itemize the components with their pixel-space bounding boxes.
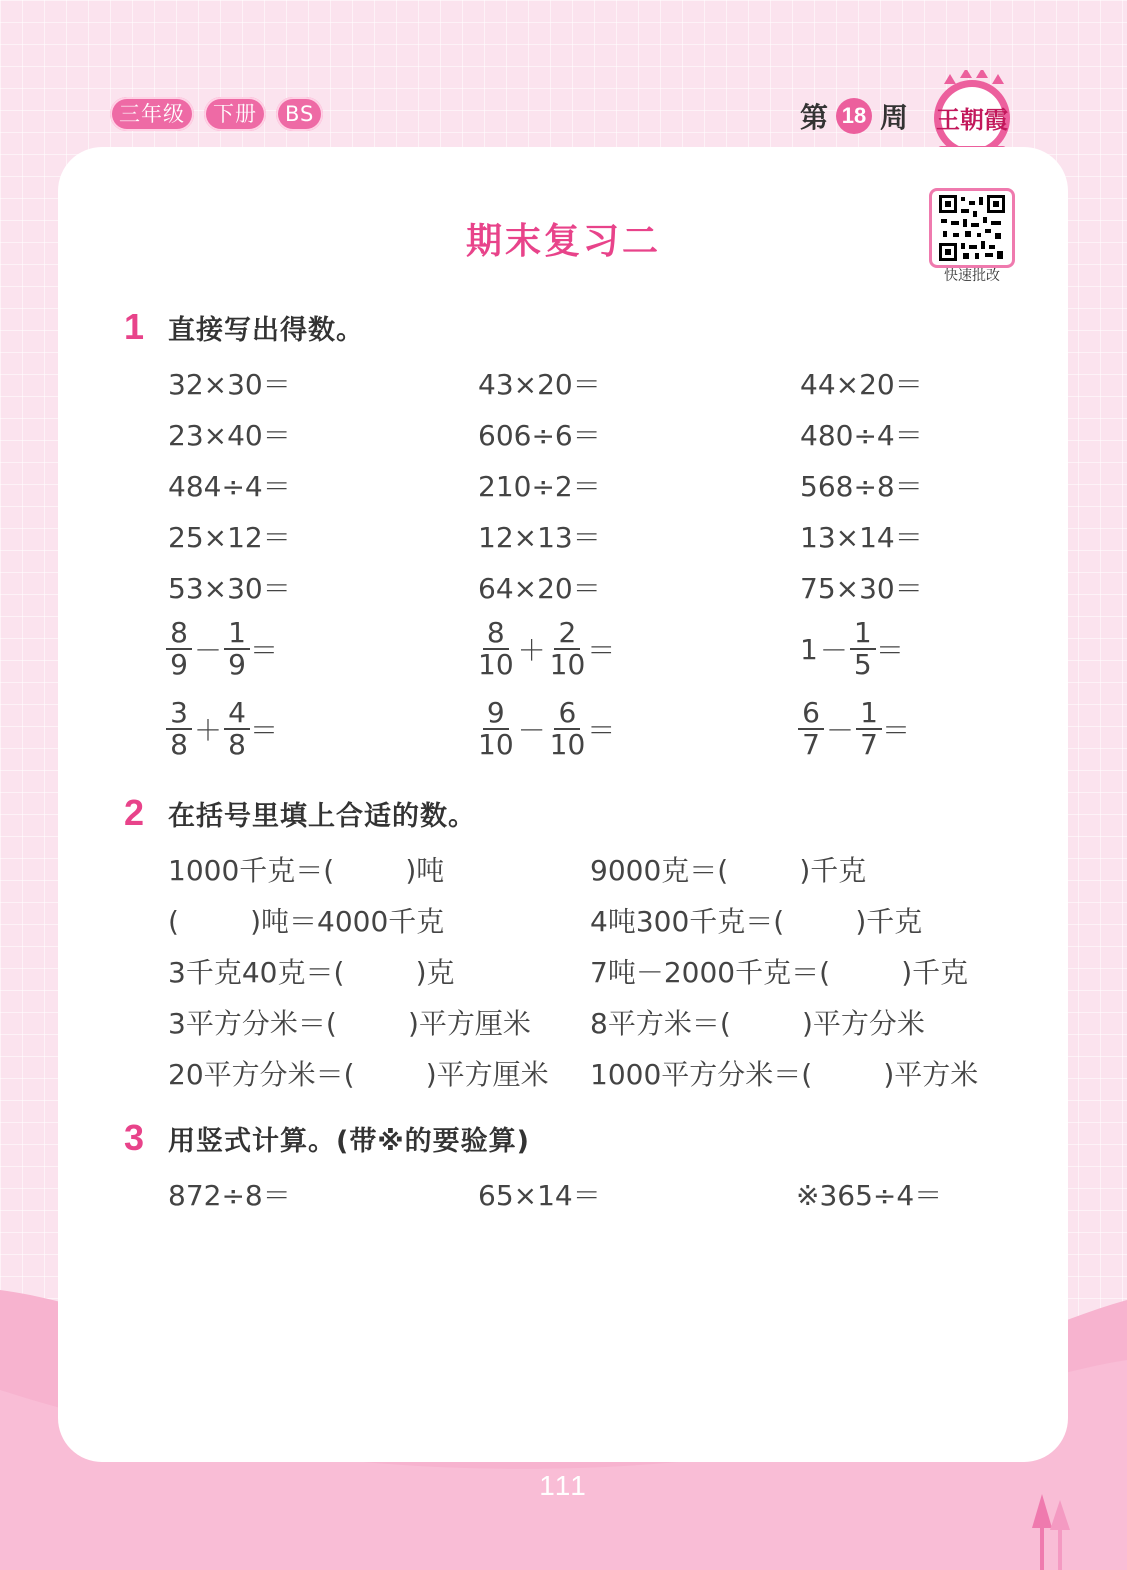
fill-blank-item: 8平方米＝( )平方分米 xyxy=(590,1007,925,1040)
page-header xyxy=(0,0,1127,150)
vertical-calc-item: ※365÷4＝ xyxy=(796,1179,943,1212)
exercise-item: 12×13＝ xyxy=(478,521,601,554)
equals-sign: ＝ xyxy=(250,714,279,747)
fraction-expression xyxy=(166,698,278,760)
equals-sign: ＝ xyxy=(875,634,904,667)
fraction xyxy=(856,698,882,760)
fraction xyxy=(850,618,876,680)
exercise-item: 13×14＝ xyxy=(800,521,923,554)
page-number: 111 xyxy=(539,1470,588,1501)
section-2-title: 在括号里填上合适的数。 xyxy=(168,801,476,832)
fraction-expression xyxy=(798,698,910,760)
qr-code[interactable] xyxy=(929,188,1015,268)
fraction-expression xyxy=(476,618,615,680)
week-indicator xyxy=(800,96,908,136)
section-3-title: 用竖式计算。(带※的要验算) xyxy=(168,1126,530,1157)
week-suffix: 周 xyxy=(880,101,909,134)
denominator: 10 xyxy=(478,728,514,761)
fill-blank-item: 1000平方分米＝( )平方米 xyxy=(590,1058,979,1091)
qr-label: 快速批改 xyxy=(944,268,1000,284)
fill-blank-item: 9000克＝( )千克 xyxy=(590,854,867,887)
section-3-number: 3 xyxy=(124,1117,145,1158)
vertical-calc-item: 65×14＝ xyxy=(478,1179,601,1212)
numerator: 2 xyxy=(554,618,580,650)
exercise-item: 480÷4＝ xyxy=(800,419,923,452)
equals-sign: ＝ xyxy=(250,634,279,667)
fraction xyxy=(548,698,588,760)
numerator: 4 xyxy=(224,698,250,730)
page-title: 期末复习二 xyxy=(465,221,661,262)
section-1-heading xyxy=(124,306,364,348)
denominator: 10 xyxy=(549,728,586,761)
fraction xyxy=(224,618,250,680)
fraction-expression xyxy=(800,618,904,680)
logo-lettering: 王朝霞 xyxy=(936,105,1008,134)
exercise-item: 32×30＝ xyxy=(168,368,291,401)
numerator: 6 xyxy=(554,698,580,730)
fill-blank-item: 4吨300千克＝( )千克 xyxy=(590,905,923,938)
operator: － xyxy=(194,634,223,667)
denominator: 9 xyxy=(170,648,188,681)
exercise-item: 606÷6＝ xyxy=(478,419,601,452)
edition-tag: BS xyxy=(276,97,323,131)
numerator: 3 xyxy=(166,698,192,730)
fraction-expression xyxy=(476,698,615,760)
operator: － xyxy=(819,634,848,667)
whole-number: 1 xyxy=(800,632,818,666)
exercise-item: 64×20＝ xyxy=(478,572,601,605)
fill-blank-item: 7吨－2000千克＝( )千克 xyxy=(590,956,969,989)
exercise-item: 484÷4＝ xyxy=(168,470,291,503)
section-1-title: 直接写出得数。 xyxy=(168,315,364,346)
exercise-item: 43×20＝ xyxy=(478,368,601,401)
equals-sign: ＝ xyxy=(882,714,911,747)
fraction xyxy=(548,618,588,680)
qr-code-icon xyxy=(939,195,1005,261)
denominator: 10 xyxy=(478,648,514,681)
denominator: 8 xyxy=(228,728,246,761)
numerator: 8 xyxy=(483,618,509,650)
section-3-heading xyxy=(124,1117,530,1159)
denominator: 8 xyxy=(170,728,188,761)
exercise-item: 75×30＝ xyxy=(800,572,923,605)
denominator: 7 xyxy=(860,728,878,761)
equals-sign: ＝ xyxy=(587,714,616,747)
fill-blank-item: 1000千克＝( )吨 xyxy=(168,854,445,887)
fraction xyxy=(476,698,516,760)
operator: ＋ xyxy=(517,634,546,667)
fill-blank-item: 3平方分米＝( )平方厘米 xyxy=(168,1007,531,1040)
volume-tag: 下册 xyxy=(204,97,266,131)
numerator: 1 xyxy=(224,618,250,650)
numerator: 1 xyxy=(850,618,876,650)
exercise-item: 23×40＝ xyxy=(168,419,291,452)
exercise-item: 568÷8＝ xyxy=(800,470,923,503)
denominator: 7 xyxy=(802,728,820,761)
exercise-item: 44×20＝ xyxy=(800,368,923,401)
fraction xyxy=(166,698,192,760)
numerator: 1 xyxy=(856,698,882,730)
exercise-item: 25×12＝ xyxy=(168,521,291,554)
numerator: 9 xyxy=(483,698,509,730)
denominator: 10 xyxy=(549,648,586,681)
week-number-badge: 18 xyxy=(836,98,872,134)
grade-tag: 三年级 xyxy=(110,97,194,131)
fraction-expression xyxy=(166,618,278,680)
section-1-number: 1 xyxy=(124,306,145,347)
section-2-number: 2 xyxy=(124,792,145,833)
fraction xyxy=(224,698,250,760)
corner-arrow-icon xyxy=(1028,1490,1078,1570)
grade-tags xyxy=(110,97,323,131)
fraction xyxy=(798,698,824,760)
qr-code-block[interactable] xyxy=(929,188,1015,284)
fill-blank-item: 3千克40克＝( )克 xyxy=(168,956,455,989)
operator: ＋ xyxy=(194,714,223,747)
fill-blank-item: ( )吨＝4000千克 xyxy=(168,905,445,938)
operator: － xyxy=(826,714,855,747)
numerator: 6 xyxy=(798,698,824,730)
exercise-item: 210÷2＝ xyxy=(478,470,601,503)
fraction xyxy=(476,618,516,680)
section-2-heading xyxy=(124,792,476,834)
fill-blank-item: 20平方分米＝( )平方厘米 xyxy=(168,1058,549,1091)
equals-sign: ＝ xyxy=(587,634,616,667)
denominator: 5 xyxy=(853,648,872,681)
fraction xyxy=(166,618,192,680)
vertical-calc-item: 872÷8＝ xyxy=(168,1179,291,1212)
numerator: 8 xyxy=(166,618,192,650)
denominator: 9 xyxy=(228,648,246,681)
operator: － xyxy=(517,714,546,747)
week-prefix: 第 xyxy=(800,101,829,134)
exercise-item: 53×30＝ xyxy=(168,572,291,605)
